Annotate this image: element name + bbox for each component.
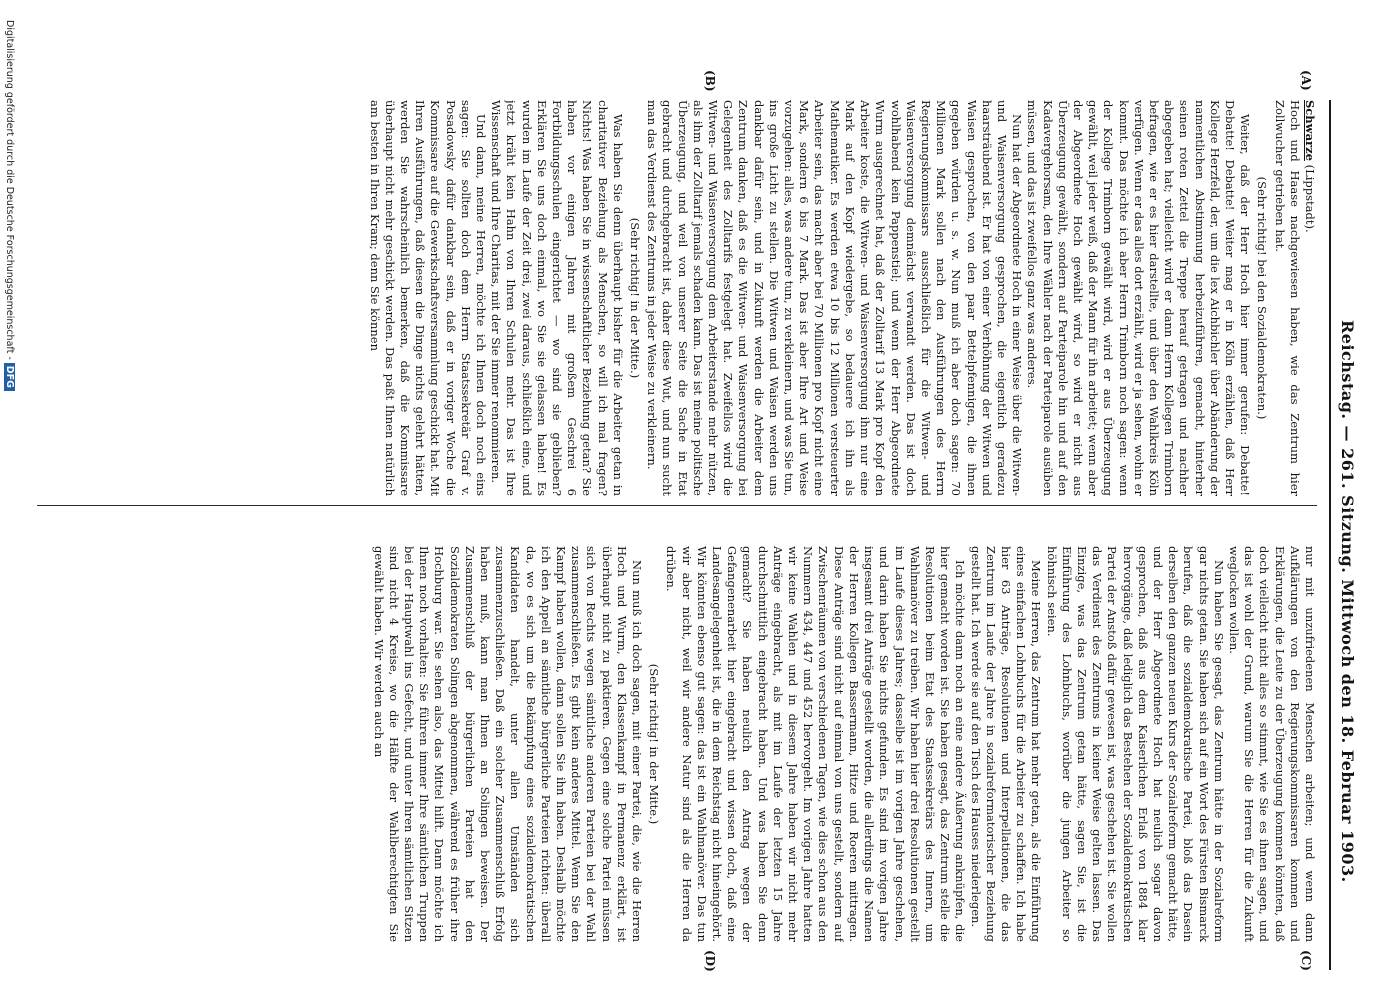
margin-marker-c: (C) — [1299, 950, 1313, 971]
paragraph: Nun haben Sie gesagt, das Zentrum hätte in der Sozialreform gar nichts getan. Sie haben sich auf ein Wort des Fürsten Bismarck berufen, daß die sozialdemokratische Partei, bloß das Dasein derselben den ganzen neuen Kurs der Sozialreform gemacht hätte, und der Herr Abgeordnete Hoch hat neulich sogar davon gesprochen, daß aus dem Kaiserlichen Erlaß von 1884 klar hervorgänge, daß lediglich das Bestehen der Sozialdemokratischen Partei der Anstoß dafür gewesen ist, was geschehen ist. Sie wollen das Verdienst des Zentrums in keiner Weise gelten lassen. Das Einzige, was das Zentrum getan hätte, sagen Sie, ist die Einführung des Lohnbuchs, worüber die jungen Arbeiter so höhnisch seien. — [1044, 546, 1226, 942]
paragraph: Hoch und Haase nachgewiesen haben, wie das Zentrum hier Zollwucher getrieben hat. — [1272, 100, 1302, 496]
paragraph: nur mit unzufriedenen Menschen arbeiten; und wenn dann Aufklärungen von den Regierungskommissaren kommen und Erklärungen, die Leute zu der Überzeugung kommen könnten, daß doch vielleicht nicht alles so stimmt, wie Sie es ihnen sagen, und das ist wohl der Grund, warum Sie die Herren für die Zukunft weglocken wollen. — [1226, 546, 1317, 942]
paragraph: Und dann, meine Herren, möchte ich Ihnen doch noch eins sagen: Sie sollten doch dem Herrn Staatssekretär Graf v. Posadowsky dafür dankbar sein, daß er in voriger Woche die Kommissare auf die Gewerkschaftsversammlung geschickt hat. Mit Ihren Ausführungen, daß diesen die Dinge nichts gelehrt hätten, werden Sie wahrscheinlich bemerken, daß die Kommissare überhaupt nicht mehr geschickt werden. Das paßt Ihnen natürlich am besten in Ihren Kram; denn Sie können — [367, 100, 489, 496]
footer-text: Digitalisierung gefördert durch die Deutsche Forschungsgemeinschaft - — [4, 20, 15, 360]
speaker-origin: (Lippstadt). — [1303, 164, 1317, 233]
applause-note: (Sehr richtig! bei den Sozialdemokraten.) — [1255, 176, 1270, 420]
paragraph: Was haben Sie denn überhaupt bisher für die Arbeiter getan in charitativer Beziehung als Menschen, so will ich mal fragen? Nichts! Was haben Sie in wissenschaftlicher Beziehung getan? Sie haben vor einigen Jahren mit großem Geschrei 6 Fortbildungsschulen eingerichtet — wo sind sie geblieben? Erklären Sie uns doch einmal, wo Sie sie gelassen haben! Es wurden im Laufe der Zeit drei, zwei daraus, schließlich eine, und jetzt kräht kein Hahn von Ihren Schulen mehr. Das ist Ihre Wissenschaft und Ihre Charitas, mit der Sie immer renommieren. — [489, 100, 625, 496]
digitization-footer — [3, 20, 15, 980]
margin-marker-d: (D) — [703, 950, 717, 972]
paragraph: Meine Herren, das Zentrum hat mehr getan, als die Einführung eines einfachen Lohnbuchs für die Arbeiter zu schaffen. Ich habe hier 63 Anträge, Resolutionen und Interpellationen, die das Zentrum im Laufe der Jahre in sozialreformatorischer Beziehung gestellt hat. Ich werde sie auf den Tisch des Hauses niederlegen. — [968, 546, 1044, 942]
paragraph: Nun hat der Abgeordnete Hoch in einer Weise über die Witwen- und Waisenversorgung gesprochen, die eigentlich geradezu haarsträubend ist. Er hat von einer Verhöhnung der Witwen und Waisen gesprochen, von den paar Bettelpfennigen, die ihnen gegeben würden u. s. w. Nun muß ich aber doch sagen: 70 Millionen Mark sollen nach den Ausführungen des Herrn Regierungskommissars ausschließlich für die Witwen- und Waisenversorgung demnächst verwandt werden. Das ist doch wohlhabend kein Pappenstiel; und wenn der Herr Abgeordnete Wurm ausgerechnet hat, daß der Zolltarif 13 Mark pro Kopf den Arbeiter koste, die Witwen- und Waisenversorgung ihm nur eine Mark auf den Kopf wiedergebe, so bedauere ich ihn als Mathematiker. Es werden etwa 10 bis 12 Millionen versteuerter Arbeiter sein, das macht aber bei 70 Millionen pro Kopf nicht eine Mark, sondern 6 bis 7 Mark. Das ist aber Ihre Art und Weise vorzugehen: alles, was andere tun, zu verkleinern, und was Sie tun, ins große Licht zu stellen. Die Witwen und Waisen werden uns dankbar dafür sein, und in Zukunft werden die Arbeiter dem Zentrum danken, daß es die Witwen- und Waisenversorgung bei Gelegenheit des Zolltarifs festgelegt hat. Zweifellos wird die Witwen- und Waisenversorgung dem Arbeiterstande mehr nützen, als ihm der Zolltarif jemals schaden kann. Das ist meine politische Überzeugung, und weil von unserer Seite die Sache in Etat gebracht und durchgebracht ist, daher diese Wut, und nun sucht man das Verdienst des Zentrums in jeder Weise zu verkleinern. — [645, 100, 1025, 496]
applause-note: (Sehr richtig! in der Mitte.) — [628, 217, 643, 379]
margin-marker-b: (B) — [703, 70, 717, 92]
dfg-logo: DFG — [4, 363, 15, 391]
speaker-line — [1302, 100, 1317, 496]
paragraph: Ich möchte dann noch an eine andere Äußerung anknüpfen, die hier gemacht worden ist. Sie haben gesagt, das Zentrum stelle die Resolutionen beim Etat des Staatssekretärs des Innern, um Wahlmanöver zu treiben. Wir haben hier drei Resolutionen gestellt im Laufe dieses Jahres; dasselbe ist im vorigen Jahre geschehen, und darin haben Sie nichts gefunden. Es sind im vorigen Jahre insgesamt drei Anträge gestellt worden, die allerdings die Namen der Herren Kollegen Bassermann, Hitze und Roeren mittragen. Diese Anträge sind nicht auf einmal von uns gestellt, sondern auf Zwischenräumen von verschiedenen Tagen, wie dies schon aus den Nummern 434, 447 und 452 hervorgeht. Im vorigen Jahre hatten wir keine Wahlen und in diesem Jahre haben wir nicht mehr Anträge eingebracht, als mit im Laufe der letzten 15 Jahre durchschnittlich eingebracht haben. Und was haben Sie denn gemacht? Sie haben neulich den Antrag wegen der Gefangenenarbeit hier eingebracht und wissen doch, daß eine Landesangelegenheit ist, die in dem Reichstag nicht hineingehört. Wir könnten ebenso gut sagen: das ist ein Wahlmanöver. Das tun wir aber nicht, weil wir andere Natur sind als die Herren da drüben. — [664, 546, 968, 942]
margin-marker-a: (A) — [1299, 70, 1313, 91]
left-column — [17, 100, 1317, 496]
column-divider — [37, 505, 1317, 506]
right-column — [17, 546, 1317, 942]
page-header — [1329, 100, 1361, 970]
speaker-name: Schwarze — [1303, 100, 1317, 161]
paragraph: Nun muß ich doch sagen, mit einer Partei, die, wie die Herren Hoch und Wurm, den Klassenkampf in Permanenz erklärt, ist überhaupt nicht zu paktieren. Gegen eine solche Partei müssen sich von Rechts wegen sämtliche anderen Parteien bei der Wahl zusammenschließen. Es gibt kein anderes Mittel. Wenn Sie den Kampf haben wollen, dann sollen Sie ihn haben. Deshalb möchte ich den Appell an sämtliche bürgerliche Parteien richten: überall da, wo es sich um die Bekämpfung eines sozialdemokratischen Kandidaten handelt, unter allen Umständen sich zusammenzuschließen. Daß ein solcher Zusammenschluß Erfolg haben muß, kann man Ihnen an Solingen beweisen. Der Zusammenschluß der bürgerlichen Parteien hat den Sozialdemokraten Solingen abgenommen, während es früher ihre Hochburg war. Sie sehen also, das Mittel hilft. Dann möchte ich Ihnen noch vorhalten: Sie führen immer Ihre sämtlichen Truppen bei der Hauptwahl ins Gefecht, und unter Ihren sämtlichen Sitzen sind nicht 4 Kreise, wo die Hälfte der Wahlberechtigten Sie gewählt haben. Wir werden auch an — [371, 546, 645, 942]
applause-note: (Sehr richtig! in der Mitte.) — [647, 663, 662, 825]
paragraph: Weiter, daß der Herr Hoch hier immer gerufen: Debatte! Debatte! Debatte! Weiter mag er in Köln erzählen, daß Herr Kollege Herzfeld, der, um die lex Aichbichler über Abänderung der namentlichen Abstimmung herbeizuführen, gemacht, hinterher seinen roten Zettel die Treppe herauf getragen und nachher abgegeben hat; vielleicht wird er dann Herrn Kollegen Trimborn befragen, wie er es hier darstellte, und über den Wahlkreis Köln verfügen. Wenn er das alles dort erzählt, wird er ja sehen, wohin er kommt. Das möchte ich aber Herrn Trimborn noch sagen: wenn der Kollege Trimborn gewählt wird, wird er aus Überzeugung gewählt, weil jeder weiß, daß der Mann für ihn arbeitet; wenn aber der Abgeordnete Hoch gewählt wird, so wird er nicht aus Überzeugung gewählt, sondern auf Parteiparole hin und auf den Kadavergehorsam, den Ihre Wähler nach der Parteiparole ausüben müssen, und das ist zweifellos ganz was anderes. — [1025, 100, 1253, 496]
header-title: Reichstag. — 261. Sitzung. Mittwoch den 18. Februar 1903. — [1338, 320, 1357, 883]
